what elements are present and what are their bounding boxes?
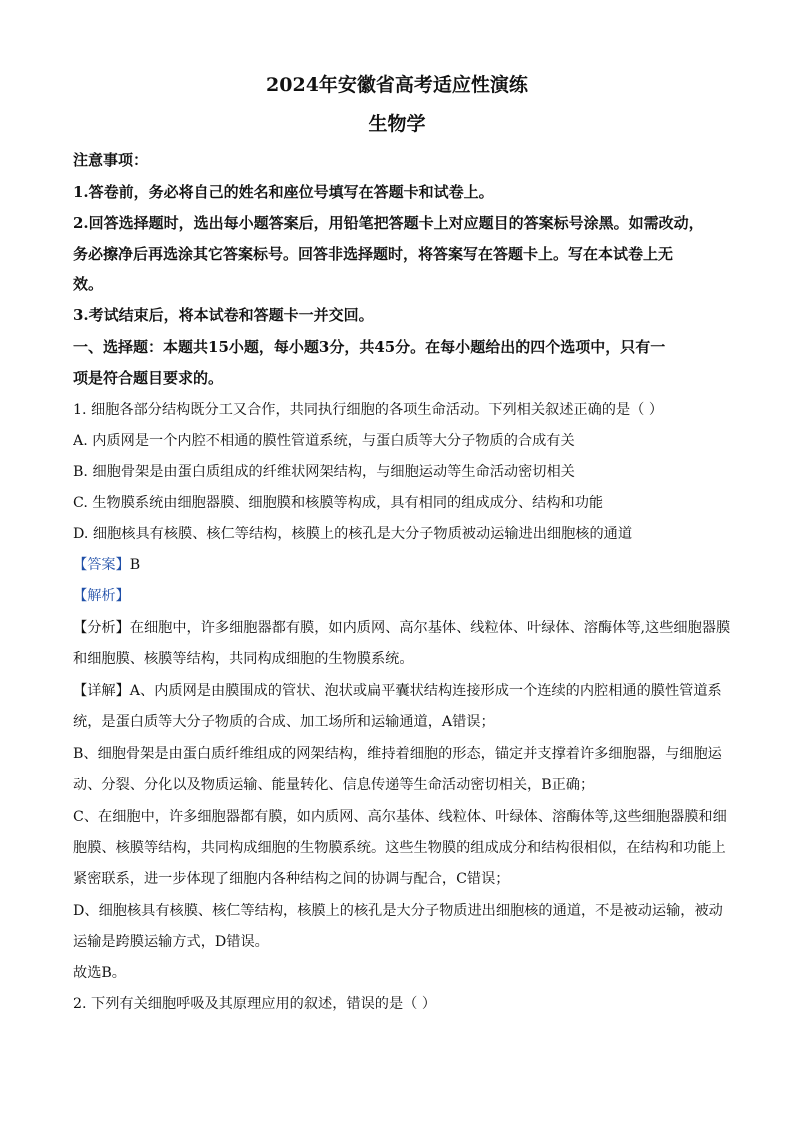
question-1-option-c: C. 生物膜系统由细胞器膜、细胞膜和核膜等构成，具有相同的组成成分、结构和功能 — [73, 495, 604, 511]
question-2-stem: 2. 下列有关细胞呼吸及其原理应用的叙述，错误的是（ ） — [73, 996, 437, 1012]
notice-item-1: 1.答卷前，务必将自己的姓名和座位号填写在答题卡和试卷上。 — [73, 183, 494, 201]
answer-value: B — [129, 557, 141, 573]
xiangjie-d-line-2: 运输是跨膜运输方式，D错误。 — [73, 934, 269, 950]
subject-title: 生物学 — [368, 113, 426, 135]
xiangjie-a-line-1 — [73, 681, 733, 701]
conclusion: 故选B。 — [73, 965, 126, 981]
fenxi-tag: 【分析】 — [73, 620, 130, 636]
answer-tag: 【答案】 — [73, 557, 130, 573]
analysis-tag: 【解析】 — [73, 588, 130, 604]
question-1-option-a: A. 内质网是一个内腔不相通的膜性管道系统，与蛋白质等大分子物质的合成有关 — [73, 433, 575, 449]
question-1-option-d: D. 细胞核具有核膜、核仁等结构，核膜上的核孔是大分子物质被动运输进出细胞核的通道 — [73, 526, 633, 542]
fenxi-line-2: 和细胞膜、核膜等结构，共同构成细胞的生物膜系统。 — [73, 651, 414, 667]
exam-title: 2024年安徽省高考适应性演练 — [266, 74, 528, 96]
notice-item-2-line-2: 务必擦净后再选涂其它答案标号。回答非选择题时，将答案写在答题卡上。写在本试卷上无 — [73, 245, 674, 263]
xiangjie-a-text-1: A、内质网是由膜围成的管状、泡状或扁平囊状结构连接形成一个连续的内腔相通的膜性管道系 — [129, 683, 722, 699]
xiangjie-a-line-2: 统，是蛋白质等大分子物质的合成、加工场所和运输通道，A错误； — [73, 714, 495, 730]
xiangjie-d-line-1: D、细胞核具有核膜、核仁等结构，核膜上的核孔是大分子物质进出细胞核的通道，不是被动运输，被动 — [73, 903, 723, 919]
question-1-option-b: B. 细胞骨架是由蛋白质组成的纤维状网架结构，与细胞运动等生命活动密切相关 — [73, 464, 575, 480]
question-1-stem: 1. 细胞各部分结构既分工又合作，共同执行细胞的各项生命活动。下列相关叙述正确的是（ ） — [73, 402, 664, 418]
xiangjie-b-line-1: B、细胞骨架是由蛋白质纤维组成的网架结构，维持着细胞的形态，锚定并支撑着许多细胞器，与细胞运 — [73, 746, 722, 762]
xiangjie-c-line-2: 胞膜、核膜等结构，共同构成细胞的生物膜系统。这些生物膜的组成成分和结构很相似，在结构和功能上 — [73, 840, 726, 856]
section-heading-line-2: 项是符合题目要求的。 — [73, 369, 224, 387]
analysis-line — [73, 586, 733, 606]
fenxi-text-1: 在细胞中，许多细胞器都有膜，如内质网、高尔基体、线粒体、叶绿体、溶酶体等,这些细胞器膜 — [129, 620, 731, 636]
answer-line — [73, 555, 733, 575]
notice-item-2-line-1: 2.回答选择题时，选出每小题答案后，用铅笔把答题卡上对应题目的答案标号涂黑。如需改动， — [73, 214, 704, 232]
section-heading-line-1: 一、选择题：本题共15小题，每小题3分，共45分。在每小题给出的四个选项中，只有一 — [73, 338, 666, 356]
xiangjie-c-line-3: 紧密联系，进一步体现了细胞内各种结构之间的协调与配合，C错误； — [73, 871, 510, 887]
notice-item-2-line-3: 效。 — [73, 275, 104, 293]
notice-heading: 注意事项： — [73, 151, 149, 169]
xiangjie-c-line-1: C、在细胞中，许多细胞器都有膜，如内质网、高尔基体、线粒体、叶绿体、溶酶体等,这些细胞器膜和细 — [73, 809, 727, 825]
fenxi-line-1 — [73, 618, 733, 638]
notice-item-3: 3.考试结束后，将本试卷和答题卡一并交回。 — [73, 306, 374, 324]
xiangjie-tag: 【详解】 — [73, 683, 130, 699]
xiangjie-b-line-2: 动、分裂、分化以及物质运输、能量转化、信息传递等生命活动密切相关，B正确； — [73, 777, 595, 793]
